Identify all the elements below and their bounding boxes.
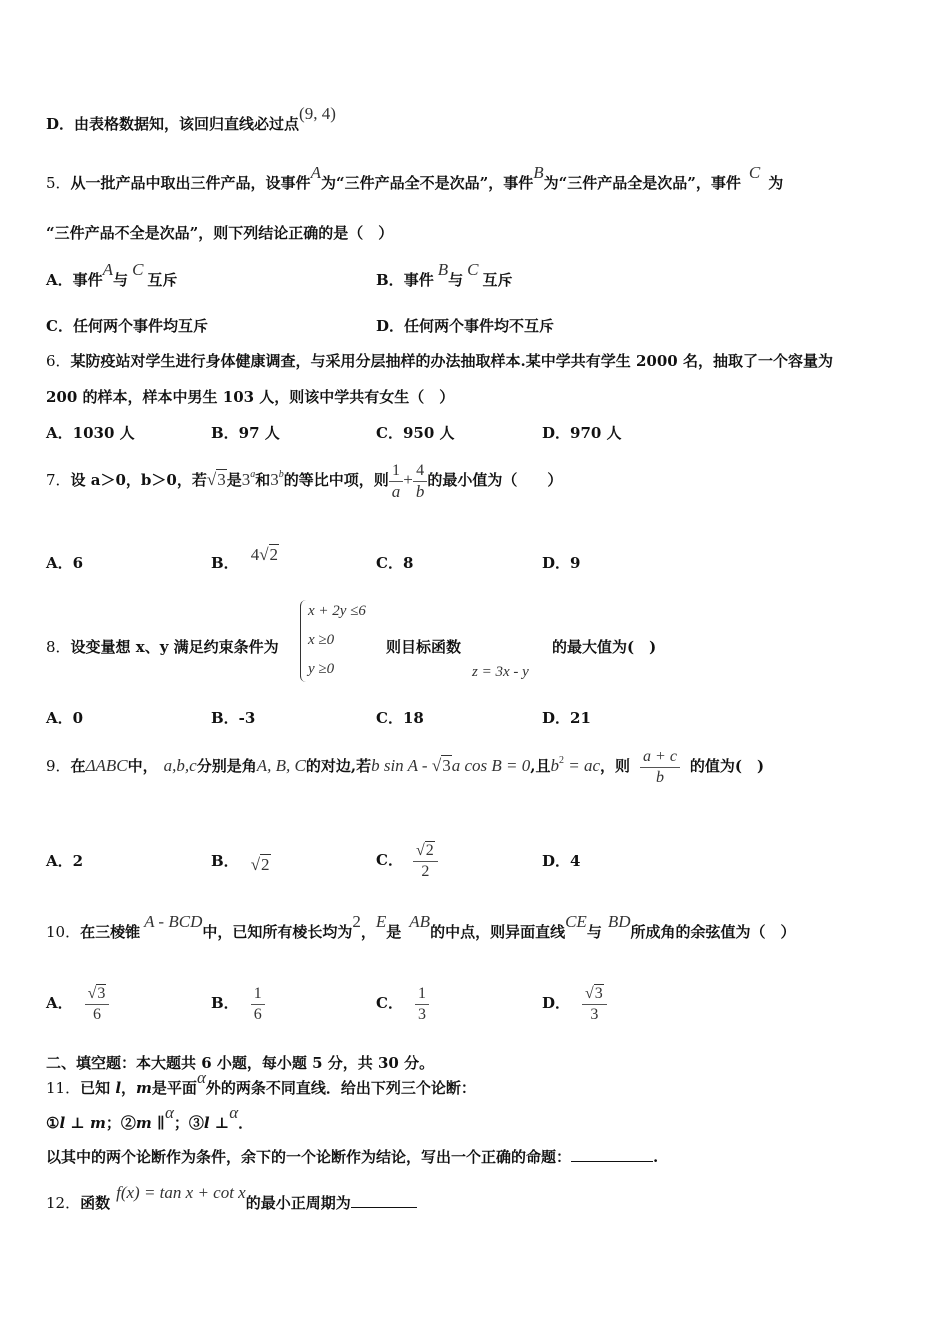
q4-option-d <box>46 104 336 134</box>
denominator: 3 <box>415 1004 429 1025</box>
q5-text: 为“三件产品全不是次品”，事件 <box>320 174 534 192</box>
q5-stem-line1 <box>46 163 784 193</box>
q9-text: 中， <box>127 757 158 775</box>
q7-text: 的最小值为（ ） <box>427 471 563 489</box>
q11-text: 以其中的两个论断作为条件，余下的一个论断作为结论，写出一个正确的命题： <box>46 1148 572 1166</box>
equation-part: = ac <box>563 756 600 775</box>
question-number: 11． <box>46 1079 81 1097</box>
option-label: C． <box>376 851 403 869</box>
q6-option-c[interactable]: C．950 人 <box>376 424 455 442</box>
section-title: 二、填空题：本大题共 6 小题，每小题 5 分，共 30 分。 <box>46 1054 435 1072</box>
q9-text: 在 <box>70 757 86 775</box>
q11-text: . <box>653 1148 659 1166</box>
option-text: 互斥 <box>147 271 178 289</box>
q10-text: 与 <box>586 923 602 941</box>
objective-function: z = 3x - y <box>472 664 529 680</box>
answer-blank-11[interactable] <box>571 1161 653 1162</box>
radicand: 3 <box>594 984 603 1002</box>
statement-1: l ⊥ m <box>59 1114 106 1132</box>
q6-stem-line2 <box>46 387 454 407</box>
constraint-1: x + 2y ≤6 <box>308 603 366 619</box>
denominator: 3 <box>582 1004 607 1025</box>
option-label: D． <box>376 317 405 335</box>
denominator: b <box>413 481 428 502</box>
statement-3: l ⊥ <box>203 1114 230 1132</box>
fraction-root2-over-2: $\frac{√2}{2}$ <box>413 841 438 882</box>
answer-blank-12[interactable] <box>351 1207 417 1208</box>
numerator: 4 <box>416 461 425 479</box>
numerator: 1 <box>417 984 426 1002</box>
q12-text: 函数 <box>80 1194 111 1212</box>
denominator: 6 <box>251 1004 265 1025</box>
b-var: b <box>550 756 559 775</box>
q5-option-d[interactable] <box>376 316 554 336</box>
q10-text: 中，已知所有棱长均为 <box>202 923 353 941</box>
fraction-root3-over-6: $\frac{√3}{6}$ <box>85 984 110 1025</box>
q6-option-d[interactable]: D．970 人 <box>542 424 622 442</box>
equation-part: b sin A - <box>371 756 432 775</box>
fraction-a-plus-c-over-b <box>640 747 680 788</box>
q6-option-a[interactable]: A．1030 人 <box>46 424 135 442</box>
q12-stem <box>46 1183 417 1213</box>
line-m: m <box>136 1079 152 1097</box>
option-text: 互斥 <box>482 271 513 289</box>
numerator: 1 <box>253 984 262 1002</box>
segment-ab: AB <box>409 912 431 931</box>
q8-option-b[interactable]: B．-3 <box>211 709 256 727</box>
fraction-4-over-b <box>413 461 428 502</box>
q5-text: 从一批产品中取出三件产品，设事件 <box>70 174 311 192</box>
event-b: B <box>533 163 544 182</box>
radicand: 3 <box>97 984 106 1002</box>
exponent: 2 <box>558 755 564 766</box>
question-number: 5． <box>46 174 71 192</box>
option-text: 与 <box>448 271 464 289</box>
q9-text: 的对边,若 <box>305 757 372 775</box>
q11-text: 外的两条不同直线．给出下列三个论断： <box>205 1079 476 1097</box>
question-number: 8． <box>46 638 71 656</box>
question-number: 6． <box>46 352 71 370</box>
q7-text: 是 <box>226 471 242 489</box>
q8-text: 的最大值为( ) <box>552 638 657 656</box>
line-ce: CE <box>565 912 587 931</box>
q5-text: 为“三件产品全是次品”，事件 <box>543 174 741 192</box>
line-bd: BD <box>607 912 631 931</box>
q7-text: 设 a＞0，b＞0，若 <box>70 471 207 489</box>
event-c: C <box>132 260 144 279</box>
question-number: 10． <box>46 923 81 941</box>
q8-stem <box>46 637 279 657</box>
plane-alpha: α <box>229 1103 239 1122</box>
option-text: 事件 <box>72 271 103 289</box>
option-label: B． <box>211 852 239 870</box>
four-root-two: 4√2 <box>250 545 279 564</box>
sqrt-3: √3 <box>206 470 226 489</box>
q6-stem-line1 <box>46 351 833 371</box>
q9-text: 分别是角 <box>196 757 257 775</box>
option-label: A． <box>46 994 73 1012</box>
q10-text: ， <box>360 923 376 941</box>
question-number: 12． <box>46 1194 81 1212</box>
radicand: 3 <box>442 756 451 775</box>
q9-text: 的值为( ) <box>689 757 765 775</box>
numerator: 1 <box>392 461 400 479</box>
option-label: D． <box>542 994 571 1012</box>
option-text: 事件 <box>403 271 434 289</box>
denominator: 2 <box>413 861 438 882</box>
plane-alpha: α <box>164 1103 174 1122</box>
fraction-1-over-3 <box>415 984 429 1025</box>
option-label: B． <box>211 994 239 1012</box>
event-a: A <box>310 163 321 182</box>
q10-stem <box>46 912 796 942</box>
option-text: 与 <box>113 271 129 289</box>
q7-option-d[interactable]: D．9 <box>542 554 581 572</box>
power-3a <box>242 470 256 489</box>
statement-marker: ． <box>238 1114 254 1132</box>
event-b: B <box>437 260 449 279</box>
triangle-abc: ΔABC <box>85 756 128 775</box>
q10-text: 所成角的余弦值为（ ） <box>630 923 796 941</box>
statement-marker: ① <box>46 1114 60 1132</box>
q10-text: 的中点，则异面直线 <box>430 923 566 941</box>
sides-abc: a,b,c <box>163 756 197 775</box>
denominator: 6 <box>85 1004 110 1025</box>
q7-option-b[interactable] <box>211 545 279 573</box>
power-exp: b <box>278 469 284 480</box>
fraction-1-over-a <box>389 461 404 502</box>
denominator: b <box>640 767 680 788</box>
fraction-1-over-6 <box>251 984 265 1025</box>
option-label: D． <box>46 115 75 133</box>
q5-stem-line2 <box>46 223 393 243</box>
plus-sign: + <box>403 470 413 489</box>
q11-text: ， <box>121 1079 137 1097</box>
option-label: B． <box>376 271 404 289</box>
q6-text: 某防疫站对学生进行身体健康调查，与采用分层抽样的办法抽取样本.某中学共有学生 2000 名，抽取了一个容量为 <box>70 352 833 370</box>
power-base: 3 <box>241 470 251 489</box>
q7-option-c[interactable]: C．8 <box>376 554 414 572</box>
option-label: C． <box>46 317 73 335</box>
option-label: C． <box>376 994 403 1012</box>
q9-stem <box>46 746 764 789</box>
q5-option-c[interactable] <box>46 316 208 336</box>
point-formula: (9, 4) <box>299 104 336 123</box>
q5-text: “三件产品不全是次品”，则下列结论正确的是（ ） <box>46 224 394 242</box>
q9-option-a[interactable]: A．2 <box>46 852 84 870</box>
q11-text: 是平面 <box>151 1079 197 1097</box>
radicand: 3 <box>217 470 226 489</box>
q5-text: 为 <box>768 174 784 192</box>
option-text: 任何两个事件均互斥 <box>72 317 208 335</box>
statement-marker: ；② <box>105 1114 136 1132</box>
event-a: A <box>102 260 114 279</box>
q5-option-a[interactable] <box>46 260 178 290</box>
q9-option-c[interactable] <box>376 830 438 890</box>
statement-2: m ∥ <box>135 1114 165 1132</box>
q9-text: ，则 <box>600 757 631 775</box>
line-l: l <box>115 1079 122 1097</box>
option-label: B． <box>211 554 239 572</box>
q11-prompt <box>46 1147 658 1167</box>
angles-abc: A, B, C <box>256 756 306 775</box>
q6-option-b[interactable]: B．97 人 <box>211 424 280 442</box>
q7-stem <box>46 460 562 503</box>
radicand: 2 <box>269 545 279 564</box>
sqrt-3: √3 <box>431 756 451 775</box>
q10-option-a[interactable] <box>46 974 109 1032</box>
sqrt-2: √2 <box>250 855 270 874</box>
event-c: C <box>467 260 479 279</box>
plane-alpha: α <box>196 1068 206 1087</box>
tetrahedron-label: A - BCD <box>144 912 203 931</box>
fraction-root3-over-3: $\frac{√3}{3}$ <box>582 984 607 1025</box>
q8-option-a[interactable]: A．0 <box>46 709 84 727</box>
q8-text: 则目标函数 <box>386 638 462 656</box>
power-3b <box>270 470 284 489</box>
q10-option-d[interactable] <box>542 974 607 1032</box>
equation-part: a cos B = 0 <box>451 756 531 775</box>
q5-option-b[interactable] <box>376 260 513 290</box>
q9-option-b[interactable] <box>211 851 271 874</box>
q10-text: 是 <box>386 923 402 941</box>
q9-option-d[interactable]: D．4 <box>542 852 581 870</box>
point-e: E <box>375 912 387 931</box>
option-label: A． <box>46 271 73 289</box>
option-text: 由表格数据知，该回归直线必过点 <box>74 115 300 133</box>
q8-option-d[interactable]: D．21 <box>542 709 591 727</box>
statement-marker: ；③ <box>173 1114 204 1132</box>
q12-text: 的最小正周期为 <box>245 1194 351 1212</box>
denominator: a <box>389 481 404 502</box>
event-c: C <box>748 163 761 182</box>
constraint-2: x ≥0 <box>308 632 335 648</box>
radicand: 2 <box>261 855 270 874</box>
constraint-3: y ≥0 <box>308 661 335 677</box>
q8-option-c[interactable]: C．18 <box>376 709 424 727</box>
q10-text: 在三棱锥 <box>80 923 141 941</box>
question-number: 7． <box>46 471 71 489</box>
power-base: 3 <box>270 470 279 489</box>
power-exp: a <box>250 469 256 480</box>
question-number: 9． <box>46 757 71 775</box>
q7-text: 的等比中项，则 <box>283 471 389 489</box>
edge-length: 2 <box>352 912 361 931</box>
q7-text: 和 <box>255 471 271 489</box>
q10-option-b[interactable] <box>211 974 265 1032</box>
option-text: 任何两个事件均不互斥 <box>404 317 555 335</box>
radicand: 2 <box>425 841 434 859</box>
coefficient: 4 <box>250 545 260 564</box>
q11-stem <box>46 1068 476 1098</box>
q8-text: 设变量想 x、y 满足约束条件为 <box>70 638 279 656</box>
numerator: a + c <box>643 747 677 765</box>
q11-text: 已知 <box>80 1079 116 1097</box>
q6-text: 200 的样本，样本中男生 103 人，则该中学共有女生（ ） <box>46 388 455 406</box>
q7-option-a[interactable]: A．6 <box>46 554 84 572</box>
function-formula: f(x) = tan x + cot x <box>116 1183 246 1202</box>
q10-option-c[interactable] <box>376 974 429 1032</box>
q9-text: ,且 <box>530 757 551 775</box>
q11-statements <box>46 1103 254 1133</box>
